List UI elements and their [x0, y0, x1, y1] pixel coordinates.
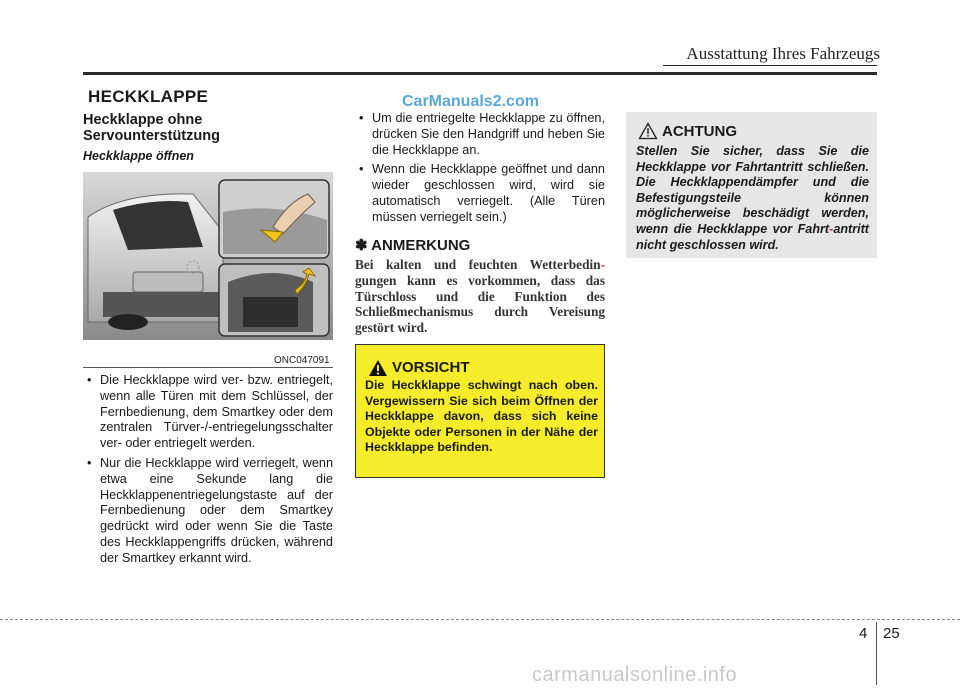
- vorsicht-warning-box: [355, 344, 605, 478]
- watermark-bottom: carmanualsonline.info: [532, 664, 738, 686]
- watermark-top: CarManuals2.com: [402, 93, 539, 110]
- list-item: • Wenn die Heckklappe geöffnet und dann wieder geschlossen wird, wird sie automatisch verriegelt. (Alle Türen müssen verriegelt sein.): [355, 162, 605, 225]
- chapter-number: 4: [859, 625, 868, 642]
- vorsicht-text: Die Heckklappe schwingt nach oben. Vergewissern Sie sich beim Öffnen der Heckklappe davon, dass sich keine Objekte oder Personen in der Nähe der Heckklappe befinden.: [365, 378, 598, 454]
- subsubsection-title: Heckklappe öffnen: [83, 149, 194, 163]
- subsection-title: Heckklappe ohne Servounterstützung: [83, 112, 220, 144]
- figure-rule: [83, 367, 333, 368]
- figure-code: ONC047091: [274, 355, 330, 366]
- warning-triangle-icon: [368, 359, 388, 377]
- list-item: • Um die entriegelte Heckklappe zu öffnen, drücken Sie den Handgriff und heben Sie die Heckklappe an.: [355, 111, 605, 158]
- chapter-header-title: Ausstattung Ihres Fahrzeugs: [686, 44, 880, 63]
- footer-dashed-rule: [0, 619, 960, 620]
- achtung-text: [636, 144, 869, 253]
- note-text: [355, 257, 605, 336]
- column1-bullet-list: [83, 373, 333, 571]
- achtung-title: ACHTUNG: [662, 123, 737, 140]
- note-text-part: Bei kalten und feuchten Wetterbedin: [355, 257, 601, 272]
- header-rule: [83, 72, 877, 75]
- note-title: ✽ ANMERKUNG: [355, 237, 471, 254]
- achtung-text-part: Stellen Sie sicher, dass Sie die Heckklappe vor Fahrtantritt schließen. Die Heckklappendämpfer und die Befestigungsteile können möglicherweise beschädigt werden, wenn die Heckklappe vor Fahrt: [636, 144, 869, 236]
- list-item: • Die Heckklappe wird ver- bzw. entriegelt, wenn alle Türen mit dem Schlüssel, der Fernbedienung, dem Smartkey oder dem zentralen Türver-/-entriegelungsschalter ver- oder entriegelt werden.: [83, 373, 333, 452]
- hyphen-mark: -: [600, 257, 605, 272]
- header-rule-thin: [663, 65, 877, 66]
- note-text-part: gungen kann es vorkommen, dass das Türschloss und die Funktion des Schließmechanismus durch Vereisung gestört wird.: [355, 272, 605, 336]
- section-title: HECKKLAPPE: [88, 87, 209, 106]
- tailgate-figure: [83, 172, 333, 340]
- list-item: • Nur die Heckklappe wird verriegelt, wenn etwa eine Sekunde lang die Heckklappenentriegelungstaste auf der Fernbedienung oder dem Smartkey gedrückt wird oder wenn Sie die Taste des Heckklappengriffs drücken, während der Smartkey erkannt wird.: [83, 456, 333, 567]
- vorsicht-title: VORSICHT: [392, 359, 470, 376]
- page-number-separator: [876, 622, 877, 685]
- achtung-notice-box: [626, 112, 877, 258]
- page-number: 25: [883, 625, 900, 642]
- column2-bullet-list: [355, 111, 605, 230]
- achtung-text-part: antritt nicht geschlossen wird.: [636, 221, 869, 252]
- tailgate-photo: [83, 172, 333, 340]
- warning-triangle-outline-icon: [638, 122, 658, 140]
- hyphen-mark: -: [829, 221, 834, 236]
